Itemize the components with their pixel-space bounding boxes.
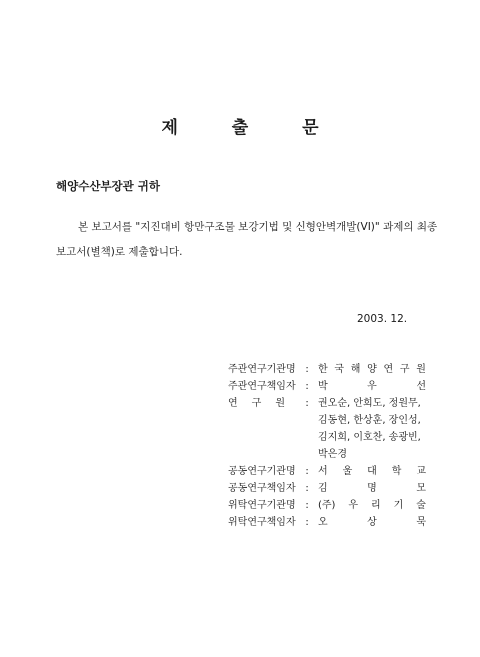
info-row	[228, 378, 426, 395]
info-row-label: 위탁연구기관명	[228, 500, 296, 511]
info-row	[228, 463, 426, 480]
info-row-value	[318, 378, 426, 395]
value-char: 학	[391, 466, 402, 477]
researcher-line: 박은경	[318, 449, 347, 460]
researcher-line: 김지희, 이호찬, 송광빈,	[318, 432, 421, 443]
body-line-1: 본 보고서를 "지진대비 항만구조물 보강기법 및 신형안벽개발(VI)" 과제의 최종	[78, 221, 438, 233]
value-char: 기	[393, 500, 404, 511]
value-char: 우	[348, 500, 359, 511]
value-char: 양	[367, 364, 377, 375]
value-char: 원	[416, 364, 426, 375]
value-char: 박	[318, 381, 328, 392]
value-char: 해	[350, 364, 361, 375]
value-char: 교	[416, 466, 426, 477]
submission-date: 2003. 12.	[357, 313, 408, 325]
value-char: 우	[367, 381, 377, 392]
info-row	[228, 497, 426, 514]
value-char: 연	[383, 364, 394, 375]
value-char: 명	[367, 483, 377, 494]
document-title: 제 출 문	[161, 118, 343, 138]
info-row	[228, 361, 426, 378]
value-char: 모	[416, 483, 426, 494]
value-char: 울	[342, 466, 353, 477]
info-row-colon: :	[305, 381, 309, 392]
info-row-label: 공동연구기관명	[228, 466, 296, 477]
value-char: 한	[318, 364, 328, 375]
info-row	[228, 480, 426, 497]
info-row-label: 주관연구책임자	[228, 381, 296, 392]
info-row-colon: :	[305, 483, 309, 494]
value-char: 구	[399, 364, 410, 375]
value-char: 묵	[416, 517, 426, 528]
value-char: 상	[367, 517, 377, 528]
info-table	[228, 361, 426, 531]
info-row-value	[318, 463, 426, 480]
body-paragraph	[56, 215, 438, 265]
value-char: 서	[318, 466, 328, 477]
value-char: 대	[367, 466, 377, 477]
researcher-line: 권오순, 안희도, 정원무,	[318, 398, 421, 409]
value-char: 김	[318, 483, 328, 494]
info-row-colon: :	[305, 500, 309, 511]
info-row-colon: :	[305, 398, 309, 409]
info-row-value	[318, 361, 426, 378]
info-row-colon: :	[305, 364, 309, 375]
value-char: 선	[416, 381, 426, 392]
value-char: 술	[416, 500, 426, 511]
value-char: (주)	[318, 500, 336, 511]
info-row-value	[318, 480, 426, 497]
body-line-2: 보고서(별책)로 제출합니다.	[56, 246, 183, 258]
info-row-label: 주관연구기관명	[228, 364, 296, 375]
addressee: 해양수산부장관 귀하	[56, 179, 160, 193]
info-row-value	[318, 497, 426, 514]
researcher-line: 김동현, 한상훈, 장인성,	[318, 415, 421, 426]
info-row-colon: :	[305, 517, 309, 528]
value-char: 리	[371, 500, 381, 511]
info-row-label: 공동연구책임자	[228, 483, 296, 494]
value-char: 국	[334, 364, 345, 375]
info-row	[228, 395, 426, 463]
value-char: 오	[318, 517, 328, 528]
info-row	[228, 514, 426, 531]
info-row-colon: :	[305, 466, 309, 477]
info-row-value	[318, 395, 426, 463]
info-row-label: 연구원	[228, 398, 299, 409]
info-row-value	[318, 514, 426, 531]
info-row-label: 위탁연구책임자	[228, 517, 296, 528]
